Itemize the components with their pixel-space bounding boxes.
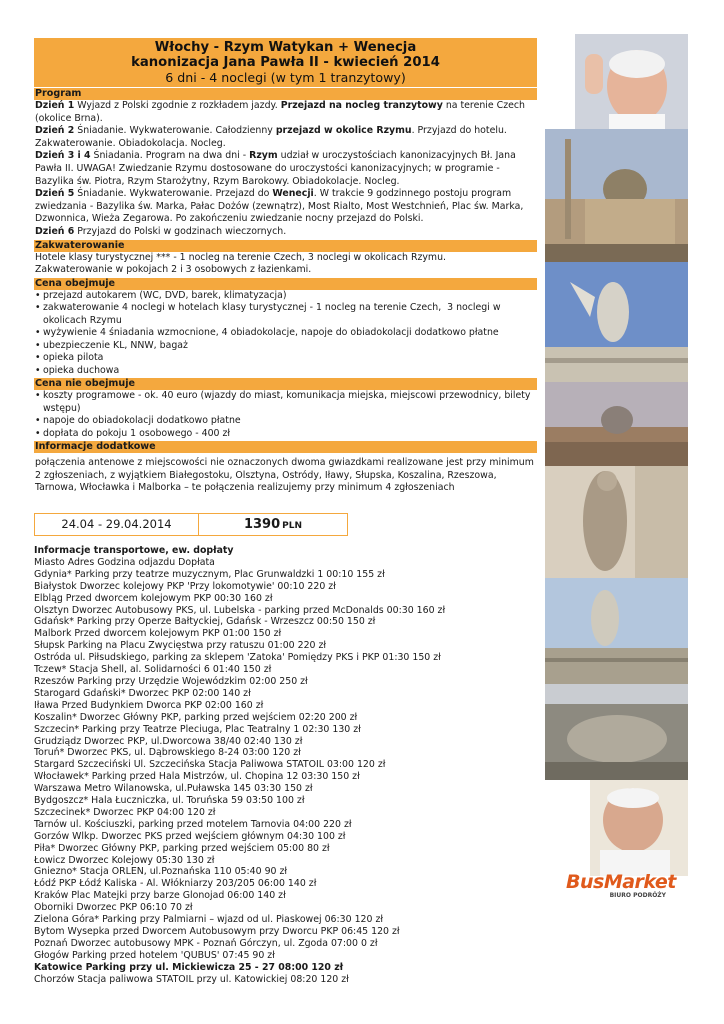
transport-row: Gniezno* Stacja ORLEN, ul.Poznańska 110 05:40 90 zł — [34, 866, 288, 878]
transport-row: Białystok Dworzec kolejowy PKP 'Przy lokomotywie' 00:10 220 zł — [34, 580, 336, 592]
program-body — [34, 100, 537, 239]
program-day-emphasis: Przejazd na nocleg tranzytowy — [280, 100, 443, 111]
program-day — [35, 226, 537, 239]
program-day-text: Przyjazd do Polski w godzinach wieczornych. — [74, 225, 287, 237]
program-day-emphasis: przejazd w okolice Rzymu — [275, 125, 412, 137]
transport-row: Grudziądz Dworzec PKP, ul.Dworcowa 38/40 02:40 130 zł — [34, 735, 303, 747]
transport-row-highlight: Katowice Parking przy ul. Mickiewicza 25 - 27 08:00 120 zł — [34, 961, 344, 973]
program-day-emphasis: Dzień 3 i 4 — [35, 150, 91, 162]
title-banner — [34, 38, 537, 87]
transport-row: Bytom Wysepka przed Dworcem Autobusowym przy Dworcu PKP 06:45 120 zł — [34, 926, 400, 937]
informacje-dodatkowe-body — [34, 453, 537, 495]
saint-statue-photo — [545, 466, 688, 578]
transport-row: Szczecin* Parking przy Teatrze Pleciuga, Plac Teatralny 1 02:30 130 zł — [34, 723, 361, 735]
pope-portrait-photo — [545, 34, 688, 129]
transport-row: Łowicz Dworzec Kolejowy 05:30 130 zł — [34, 854, 215, 866]
section-heading-zakwaterowanie: Zakwaterowanie — [34, 240, 537, 252]
transport-row: Głogów Parking przed hotelem 'QUBUS' 07:45 90 zł — [34, 949, 275, 961]
rome-panorama-photo — [545, 382, 688, 466]
busmarket-logo — [566, 871, 676, 904]
pope-elderly-portrait-photo — [545, 780, 688, 876]
zakwaterowanie-body — [34, 252, 537, 277]
list-item: • zakwaterowanie 4 noclegi w hotelach klasy turystycznej - 1 nocleg na terenie Czech, 3 noclegi w okolicach Rzymu — [34, 302, 537, 327]
offer-content — [34, 87, 537, 495]
transport-row: Słupsk Parking na Placu Zwycięstwa przy ratuszu 01:00 220 zł — [34, 640, 327, 652]
transport-row-last: Chorzów Stacja paliwowa STATOIL przy ul. Katowickiej 08:20 120 zł — [34, 973, 349, 985]
transport-row: Malbork Przed dworcem kolejowym PKP 01:00 150 zł — [34, 628, 282, 640]
transport-row: Rzeszów Parking przy Urzędzie Wojewódzkim 02:00 250 zł — [34, 675, 308, 687]
zakwaterowanie-line: Hotele klasy turystycznej *** - 1 nocleg na terenie Czech, 3 noclegi w okolicach Rzymu. — [35, 251, 446, 263]
transport-row: Gorzów Wlkp. Dworzec PKS przed wejściem głównym 04:30 100 zł — [34, 830, 346, 842]
program-day-text: Śniadania. Program na dwa dni - — [90, 150, 250, 162]
program-day-text: . Przyjazd do hotelu. Zakwaterowanie. Obiadokolacja. Nocleg. — [35, 125, 507, 149]
transport-row: Koszalin* Dworzec Główny PKP, parking przed wejściem 02:20 200 zł — [34, 711, 358, 723]
transport-row: Gdańsk* Parking przy Operze Bałtyckiej, Gdańsk - Wrzeszcz 00:50 150 zł — [34, 616, 376, 628]
section-heading-cena-obejmuje: Cena obejmuje — [34, 278, 537, 290]
transport-row: Łódź PKP Łódź Kaliska - Al. Włókniarzy 203/205 06:00 140 zł — [34, 878, 317, 890]
transport-row: Elbląg Przed dworcem kolejowym PKP 00:30 160 zł — [34, 592, 273, 604]
transport-row: Kraków Plac Matejki przy barze Glonojad 06:00 140 zł — [34, 890, 286, 902]
logo-name: BusMarket — [566, 871, 676, 893]
program-day-emphasis: Dzień 1 — [35, 100, 75, 111]
transport-row: Tarnów ul. Kościuszki, parking przed motelem Tarnovia 04:00 220 zł — [34, 818, 352, 830]
informacje-dodatkowe-text: połączenia antenowe z miejscowości nie oznaczonych dwoma gwiazdkami realizowane jest przy minimum 2 zgłoszeniach, z wyjątkiem Białegostoku, Olsztyna, Ostródy, Iławy, Słupska, Koszalina, Rzeszowa, Tarnowa, Włocławka i Malborka – te połączenia realizujemy przy minimum 4 zgłoszeniach — [35, 457, 534, 494]
transport-row: Bydgoszcz* Hala Łuczniczka, ul. Toruńska 59 03:50 100 zł — [34, 795, 305, 807]
transport-row: Ostróda ul. Piłsudskiego, parking za sklepem 'Zatoka' Pomiędzy PKS i PKP 01:30 150 zł — [34, 652, 441, 664]
transport-row: Tczew* Stacja Shell, al. Solidarności 6 01:40 150 zł — [34, 664, 272, 676]
program-day-text: na terenie Czech (okolice Brna). — [35, 100, 525, 124]
cena-obejmuje-list — [34, 290, 537, 378]
program-day-emphasis: Wenecji — [272, 188, 314, 200]
angel-statue-photo — [545, 262, 688, 382]
program-day-emphasis: Rzym — [249, 150, 278, 162]
program-day — [35, 125, 537, 150]
price-currency: PLN — [282, 521, 303, 531]
transport-row: Iława Przed Budynkiem Dworca PKP 02:00 160 zł — [34, 699, 264, 711]
program-day-emphasis: Dzień 5 — [35, 188, 75, 200]
transport-row: Gdynia* Parking przy teatrze muzycznym, Plac Grunwaldzki 1 00:10 155 zł — [34, 568, 385, 580]
trip-dates: 24.04 - 29.04.2014 — [35, 514, 199, 535]
section-heading-informacje-dodatkowe: Informacje dodatkowe — [34, 441, 537, 453]
program-day-emphasis: Dzień 6 — [35, 225, 75, 237]
transport-row: Olsztyn Dworzec Autobusowy PKS, ul. Lubelska - parking przed McDonalds 00:30 160 zł — [34, 604, 446, 616]
title-line-2: kanonizacja Jana Pawła II - kwiecień 2014 — [131, 55, 440, 70]
transport-info — [34, 545, 554, 986]
program-day — [35, 188, 537, 226]
program-day-text: udział w uroczystościach kanonizacyjnych Bł. Jana Pawła II. UWAGA! Zwiedzanie Rzymu dostosowane do uroczystości kanonizacyjnych; w programie - Bazylika św. Piotra, Rzym Starożytny, Rzym Barokowy. Obiadokolacje. Nocleg. — [35, 150, 516, 187]
program-day-text: Wyjazd z Polski zgodnie z rozkładem jazdy. — [74, 100, 281, 111]
title-line-3: 6 dni - 4 noclegi (w tym 1 tranzytowy) — [165, 70, 406, 85]
list-item: • ubezpieczenie KL, NNW, bagaż — [34, 340, 537, 353]
trip-price — [199, 514, 347, 535]
price-amount: 1390 — [243, 517, 281, 532]
transport-rows — [34, 569, 554, 962]
list-item: • dopłata do pokoju 1 osobowego - 400 zł — [34, 428, 537, 441]
program-day-text: Śniadanie. Wykwaterowanie. Przejazd do — [74, 188, 273, 200]
transport-row: Poznań Dworzec autobusowy MPK - Poznań Górczyn, ul. Zgoda 07:00 0 zł — [34, 937, 378, 949]
program-day — [35, 100, 537, 125]
list-item: • przejazd autokarem (WC, DVD, barek, klimatyzacja) — [34, 290, 537, 303]
section-heading-cena-nie-obejmuje: Cena nie obejmuje — [34, 378, 537, 390]
transport-row: Starogard Gdański* Dworzec PKP 02:00 140 zł — [34, 687, 251, 699]
transport-row: Piła* Dworzec Główny PKP, parking przed wejściem 05:00 80 zł — [34, 842, 330, 854]
list-item: • koszty programowe - ok. 40 euro (wjazdy do miast, komunikacja miejska, miejscowi przewodnicy, bilety wstępu) — [34, 390, 537, 415]
program-day-text: Śniadanie. Wykwaterowanie. Całodzienny — [74, 125, 276, 137]
transport-row: Oborniki Dworzec PKP 06:10 70 zł — [34, 902, 193, 914]
saint-peter-square-photo — [545, 684, 688, 780]
angel-bridge-photo — [545, 578, 688, 684]
program-day — [35, 150, 537, 188]
basilica-photo — [545, 129, 688, 262]
cena-nie-obejmuje-list — [34, 390, 537, 440]
program-day-emphasis: Dzień 2 — [35, 125, 75, 137]
list-item: • opieka duchowa — [34, 365, 537, 378]
transport-row: Szczecinek* Dworzec PKP 04:00 120 zł — [34, 806, 216, 818]
logo-subtitle: BIURO PODRÓŻY — [609, 892, 666, 899]
transport-row: Włocławek* Parking przed Hala Mistrzów, ul. Chopina 12 03:30 150 zł — [34, 771, 360, 783]
section-heading-program: Program — [34, 88, 537, 100]
transport-header: Miasto Adres Godzina odjazdu Dopłata — [34, 556, 215, 568]
transport-row: Stargard Szczeciński Ul. Szczecińska Stacja Paliwowa STATOIL 03:00 120 zł — [34, 759, 386, 771]
list-item: • napoje do obiadokolacji dodatkowo płatne — [34, 415, 537, 428]
transport-row: Warszawa Metro Wilanowska, ul.Puławska 145 03:30 150 zł — [34, 783, 313, 795]
transport-title: Informacje transportowe, ew. dopłaty — [34, 545, 234, 556]
program-day-text: . W trakcie 9 godzinnego postoju program zwiedzania - Bazylika św. Marka, Pałac Dożów (zewnątrz), Most Rialto, Most Westchnień, Plac św. Marka, Dzwonnica, Wieża Zegarowa. Po zakończeniu zwiedzanie nocny przejazd do Polski. — [35, 188, 524, 225]
title-line-1: Włochy - Rzym Watykan + Wenecja — [154, 40, 417, 55]
zakwaterowanie-line: Zakwaterowanie w pokojach 2 i 3 osobowych z łazienkami. — [35, 264, 312, 276]
transport-row: Toruń* Dworzec PKS, ul. Dąbrowskiego 8-24 03:00 120 zł — [34, 747, 301, 759]
list-item: • opieka pilota — [34, 352, 537, 365]
list-item: • wyżywienie 4 śniadania wzmocnione, 4 obiadokolacje, napoje do obiadokolacji dodatkowo płatne — [34, 327, 537, 340]
transport-row: Zielona Góra* Parking przy Palmiarni – wjazd od ul. Piaskowej 06:30 120 zł — [34, 914, 384, 926]
price-box — [34, 513, 348, 536]
